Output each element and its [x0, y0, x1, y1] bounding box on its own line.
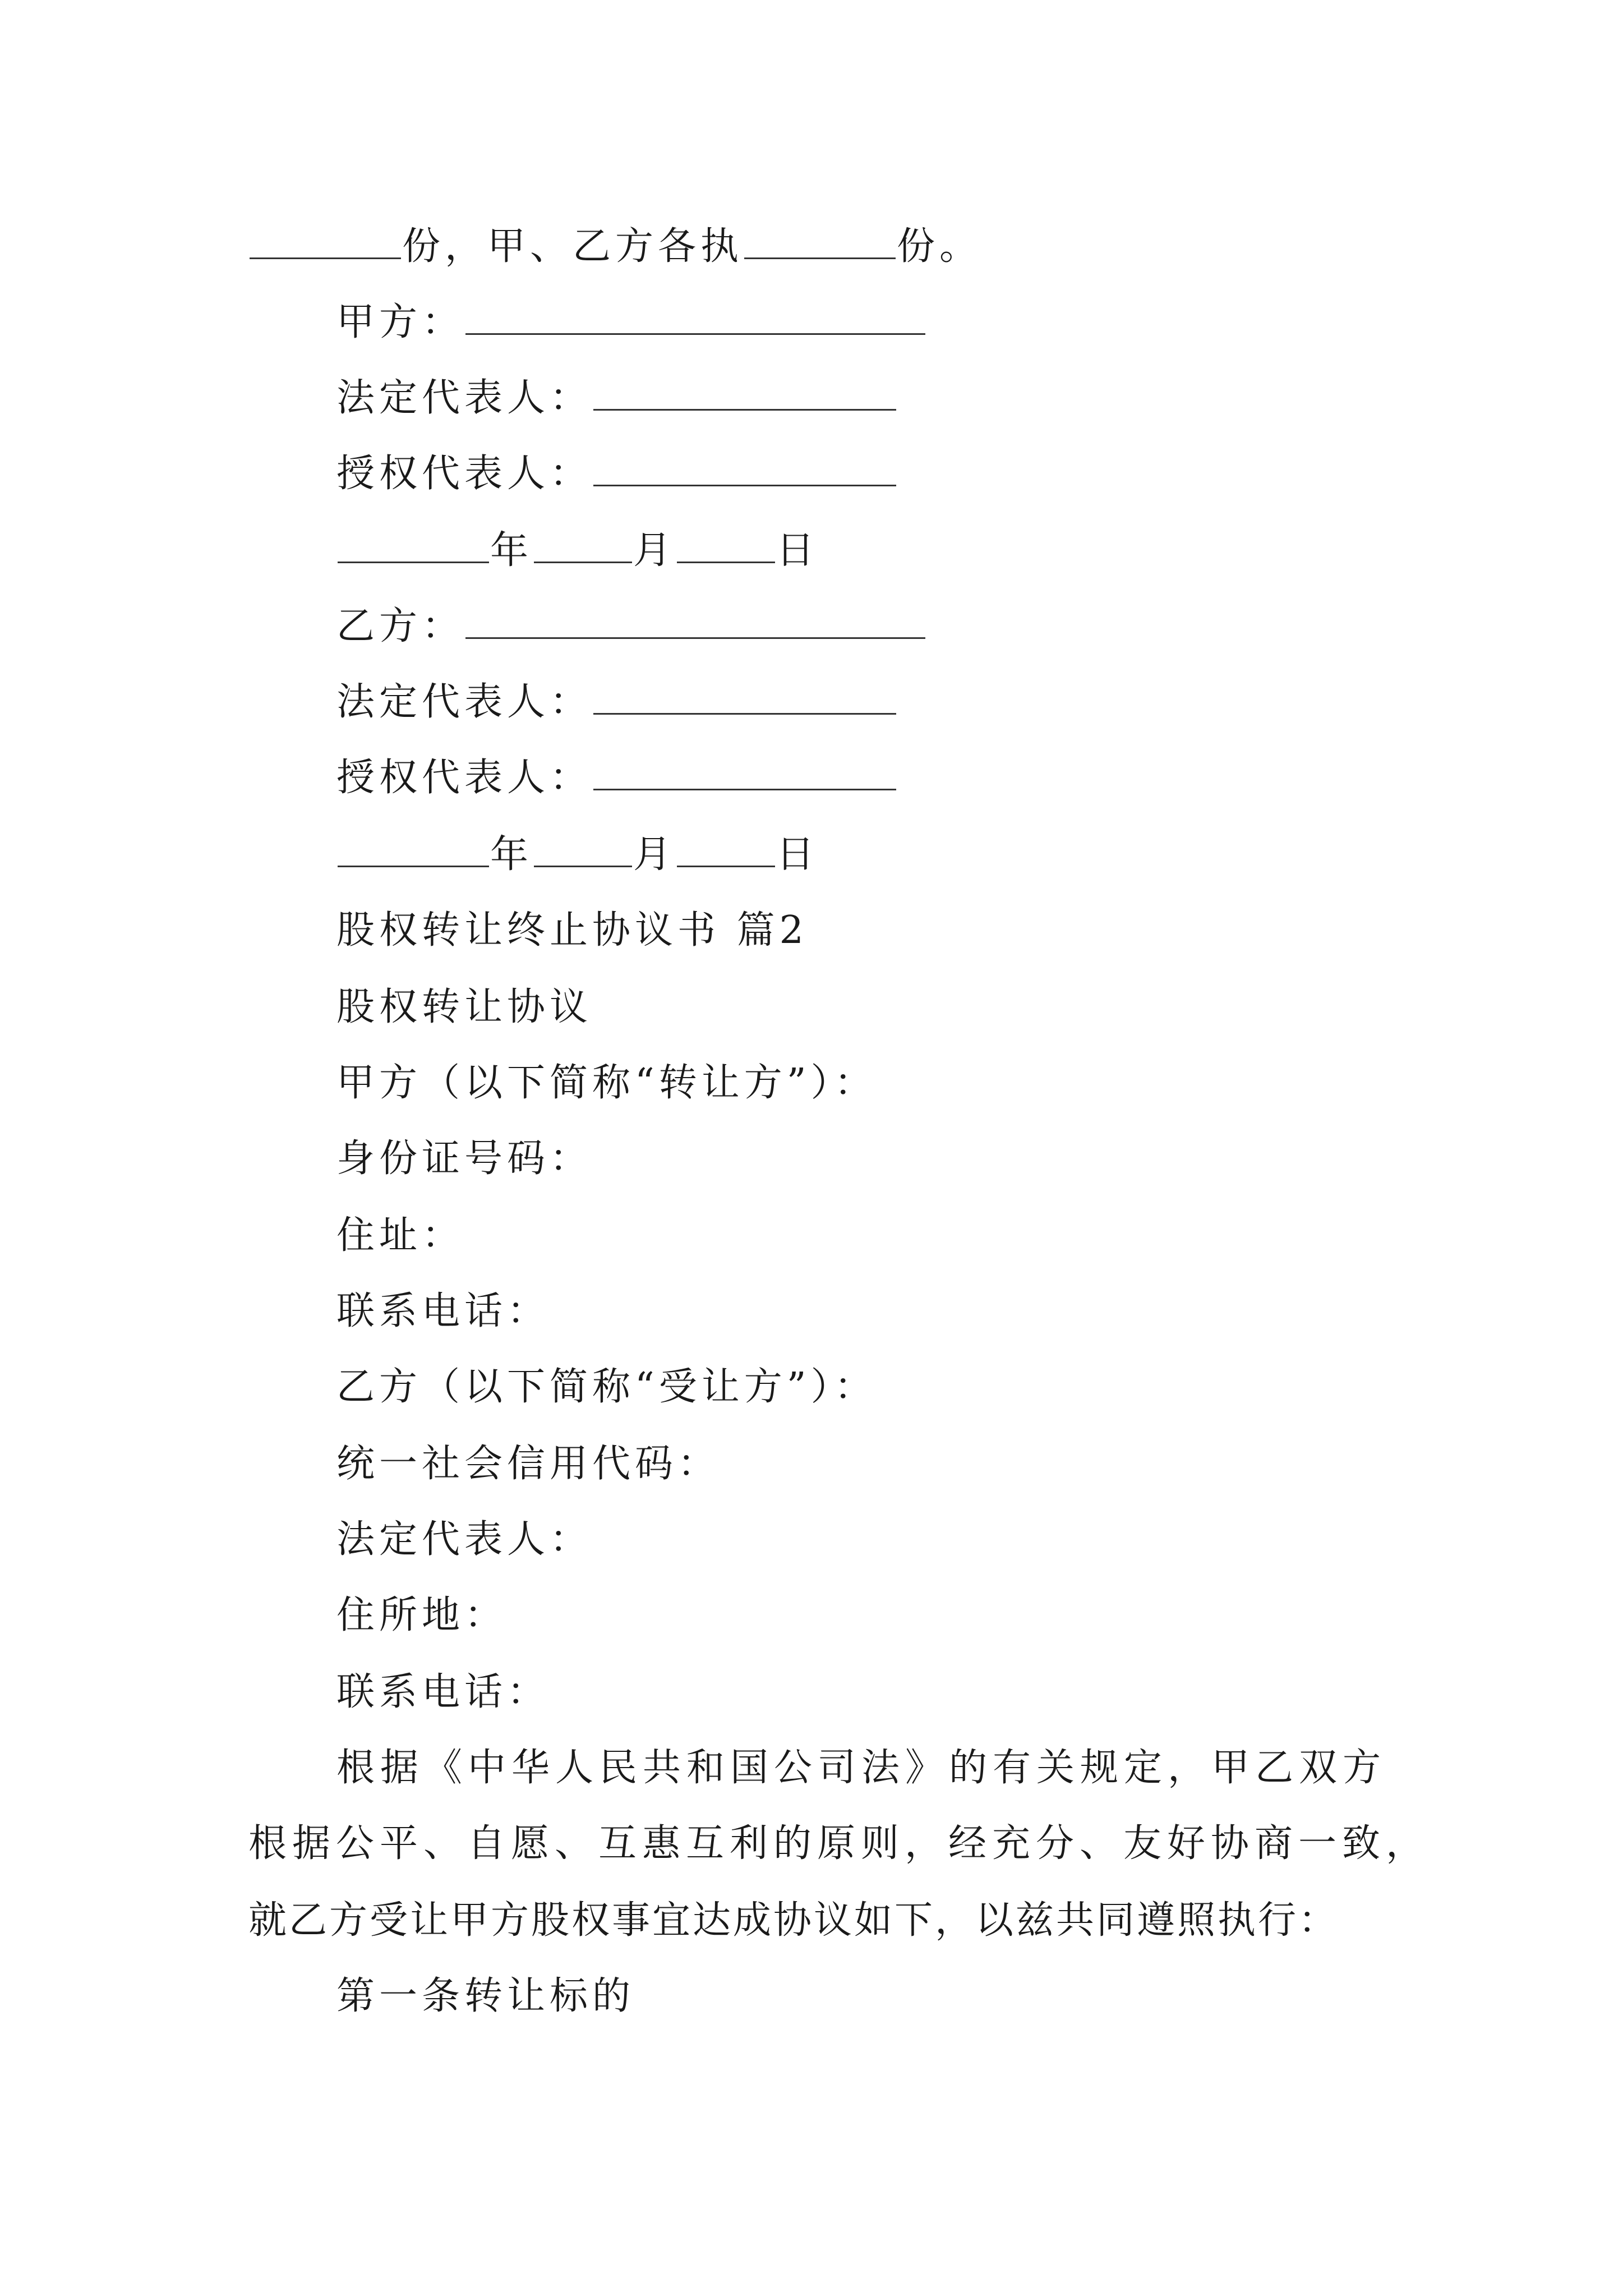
transferee-heading: 乙方（以下简称“受让方”）： [336, 1365, 877, 1409]
copies-total-blank [250, 222, 401, 259]
party-b-auth-rep-line [336, 753, 897, 803]
month-label: 月 [633, 528, 676, 573]
transferee-phone: 联系电话： [336, 1670, 550, 1714]
transferor-id-number: 身份证号码： [336, 1137, 593, 1181]
day-label: 日 [776, 832, 819, 877]
section-title: 股权转让终止协议书 篇2 [336, 908, 808, 953]
party-b-year-blank [338, 830, 489, 867]
transferor-phone: 联系电话： [336, 1289, 550, 1333]
transferee-domicile: 住所地： [336, 1593, 508, 1637]
preamble-line-1: 根据《中华人民共和国公司法》的有关规定，甲乙双方 [336, 1746, 1387, 1790]
party-a-sign-line [336, 297, 926, 348]
party-b-auth-rep-blank [593, 753, 896, 790]
article-1-title: 第一条转让标的 [336, 1974, 635, 2018]
party-a-year-blank [338, 526, 489, 563]
party-b-legal-rep-blank [593, 677, 896, 715]
party-a-auth-rep-line [336, 449, 897, 499]
preamble-line-3: 就乙方受让甲方股权事宜达成协议如下，以兹共同遵照执行： [248, 1898, 1339, 1943]
party-a-date-line [336, 526, 819, 576]
transferee-credit-code: 统一社会信用代码： [336, 1442, 721, 1486]
year-label: 年 [490, 832, 533, 877]
party-b-date-line [336, 830, 819, 880]
party-b-label: 乙方： [336, 604, 465, 648]
party-a-legal-rep-blank [593, 373, 896, 411]
party-b-day-blank [677, 830, 775, 867]
party-a-day-blank [677, 526, 775, 563]
party-b-blank [465, 601, 925, 639]
transferor-heading: 甲方（以下简称“转让方”）： [336, 1061, 877, 1105]
party-a-month-blank [534, 526, 632, 563]
copies-each-blank [744, 222, 896, 259]
party-b-auth-rep-label: 授权代表人： [336, 756, 593, 800]
party-b-legal-rep-line [336, 677, 897, 728]
copies-text: 份，甲、乙方各执 [402, 224, 744, 269]
transferor-address: 住址： [336, 1213, 465, 1258]
party-a-auth-rep-label: 授权代表人： [336, 452, 593, 496]
month-label: 月 [633, 832, 676, 877]
party-b-month-blank [534, 830, 632, 867]
transferee-legal-rep: 法定代表人： [336, 1517, 593, 1562]
copies-text-end: 份。 [897, 224, 983, 269]
party-b-sign-line [336, 601, 926, 652]
preamble-line-2: 根据公平、自愿、互惠互利的原则，经充分、友好协商一致， [248, 1821, 1430, 1866]
party-b-legal-rep-label: 法定代表人： [336, 680, 593, 724]
party-a-label: 甲方： [336, 300, 465, 344]
year-label: 年 [490, 528, 533, 573]
party-a-legal-rep-line [336, 373, 897, 424]
party-a-legal-rep-label: 法定代表人： [336, 376, 593, 420]
party-a-auth-rep-blank [593, 449, 896, 486]
day-label: 日 [776, 528, 819, 573]
agreement-title: 股权转让协议 [336, 985, 593, 1029]
copies-line [248, 222, 982, 272]
party-a-blank [465, 297, 925, 335]
